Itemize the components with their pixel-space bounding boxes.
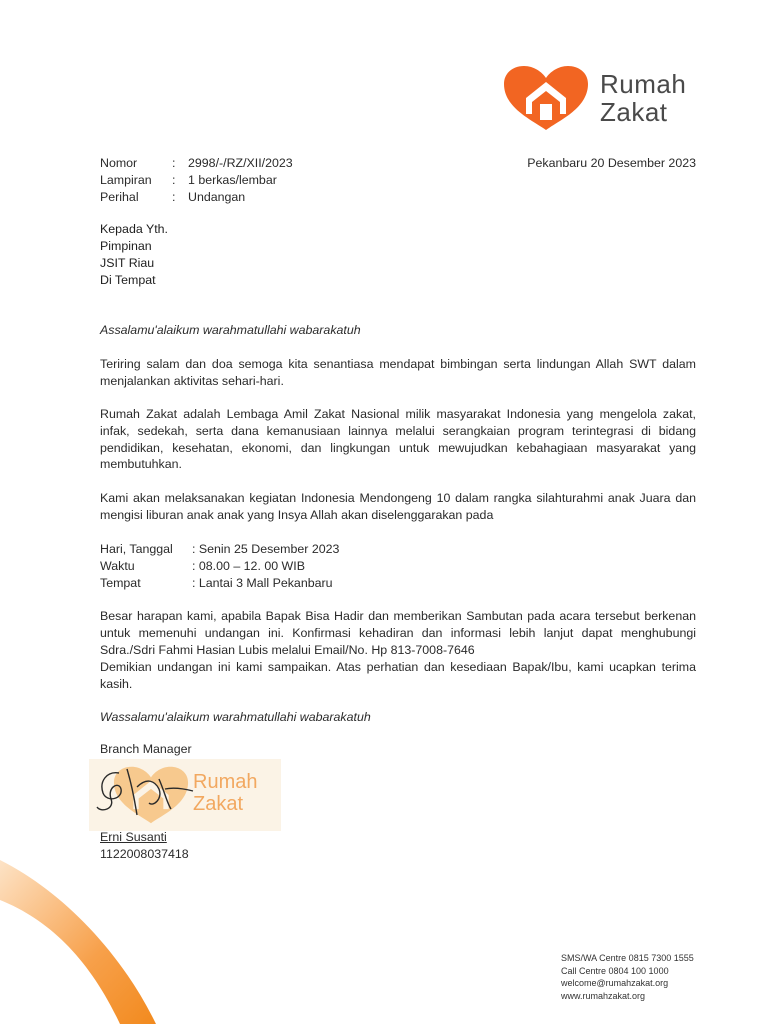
farewell: Wassalamu'alaikum warahmatullahi wabarakatuh (100, 710, 371, 724)
footer-website: www.rumahzakat.org (561, 990, 646, 1001)
footer-email: welcome@rumahzakat.org (561, 978, 669, 989)
signatory-name: Erni Susanti (100, 830, 167, 844)
contact-footer (561, 952, 694, 1002)
schedule-row (100, 575, 339, 592)
meta-key: Nomor (100, 156, 138, 170)
greeting: Assalamu'alaikum warahmatullahi wabarakatuh (100, 323, 361, 337)
address-line: JSIT Riau (100, 256, 155, 270)
stamp-text-zakat: Zakat (193, 793, 244, 815)
schedule-key: Hari, Tanggal (100, 542, 173, 556)
signature-stamp (89, 759, 281, 831)
schedule-key: Waktu (100, 558, 135, 573)
meta-value: Undangan (188, 190, 246, 204)
footer-call-centre: Call Centre 0804 100 1000 (561, 965, 669, 976)
schedule-key: Tempat (100, 575, 141, 590)
house-heart-icon (502, 64, 590, 132)
address-line: Kepada Yth. (100, 222, 168, 236)
recipient-address (100, 221, 168, 289)
rumah-zakat-logo (502, 64, 712, 132)
meta-key: Lampiran (100, 173, 152, 187)
meta-row-nomor (100, 155, 293, 172)
paragraph-closing: Demikian undangan ini kami sampaikan. Atas perhatian dan kesediaan Bapak/Ibu, kami ucapkan terima kasih. (100, 660, 696, 691)
meta-value: 1 berkas/lembar (188, 173, 277, 187)
address-line: Di Tempat (100, 273, 156, 287)
signatory-id: 1122008037418 (100, 847, 189, 861)
paragraph-event: Kami akan melaksanakan kegiatan Indonesia Mendongeng 10 dalam rangka silahturahmi anak Juara dan mengisi liburan anak anak yang Insya Allah akan diselenggarakan pada (100, 491, 696, 522)
orange-swoosh-decoration (0, 830, 160, 1024)
address-line: Pimpinan (100, 239, 152, 253)
paragraph-invitation: Besar harapan kami, apabila Bapak Bisa Hadir dan memberikan Sambutan pada acara tersebut berkenan untuk memenuhi undangan ini. Konfirmasi kehadiran dan informasi lebih lanjut dapat menghubungi Sdra./Sdri Fahmi Hasian Lubis melalui Email/No. Hp 813-7008-7646 (100, 609, 696, 657)
meta-sep: : (172, 190, 176, 204)
schedule-value: : Lantai 3 Mall Pekanbaru (192, 575, 333, 590)
meta-value: 2998/-/RZ/XII/2023 (188, 156, 293, 170)
meta-sep: : (172, 156, 176, 170)
handwritten-signature (93, 759, 213, 831)
paragraph-about: Rumah Zakat adalah Lembaga Amil Zakat Nasional milik masyarakat Indonesia yang mengelola zakat, infak, sedekah, serta dana kemanusiaan lainnya melalui serangkaian program terintegrasi di bidang pendidikan, kesehatan, ekonomi, dan lingkungan untuk mewujudkan kebahagiaan masyarakat yang membutuhkan. (100, 407, 696, 472)
paragraph-intro: Teriring salam dan doa semoga kita senantiasa mendapat bimbingan serta lindungan Allah SWT dalam menjalankan aktivitas sehari-hari. (100, 357, 696, 388)
letter-meta (100, 155, 293, 206)
meta-row-lampiran (100, 172, 293, 189)
stamp-text-rumah: Rumah (193, 771, 258, 793)
event-schedule (100, 541, 339, 591)
footer-sms: SMS/WA Centre 0815 7300 1555 (561, 953, 694, 963)
schedule-row (100, 558, 339, 575)
schedule-row (100, 541, 339, 558)
meta-key: Perihal (100, 190, 139, 204)
signatory-role: Branch Manager (100, 742, 192, 756)
meta-sep: : (172, 173, 176, 187)
logo-text-zakat: Zakat (600, 97, 668, 127)
schedule-value: : 08.00 – 12. 00 WIB (192, 558, 305, 573)
schedule-value: : Senin 25 Desember 2023 (192, 542, 340, 556)
logo-text-rumah: Rumah (600, 69, 687, 99)
letter-date: Pekanbaru 20 Desember 2023 (527, 156, 696, 170)
meta-row-perihal (100, 189, 293, 206)
